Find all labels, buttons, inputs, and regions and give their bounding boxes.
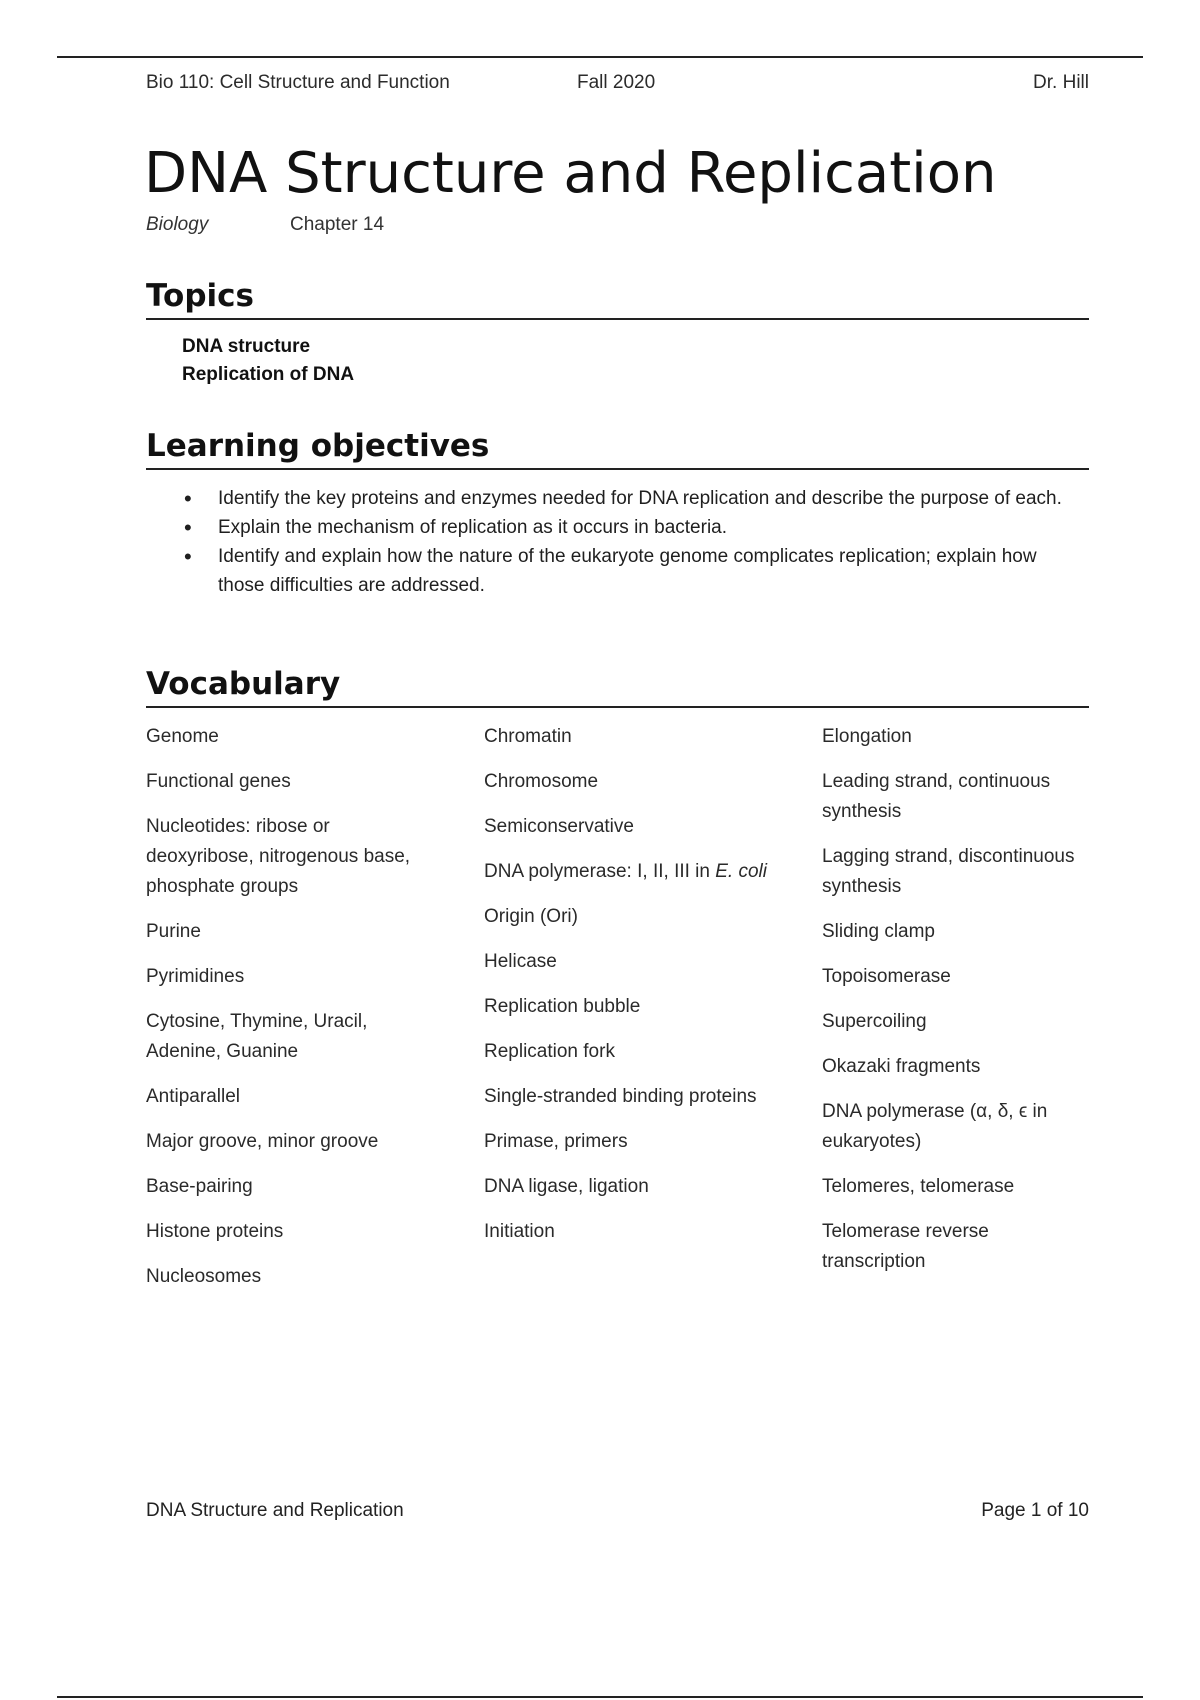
vocab-term: Okazaki fragments	[822, 1056, 981, 1077]
vocab-term: Pyrimidines	[146, 966, 245, 987]
objective-text: Explain the mechanism of replication as it occurs in bacteria.	[218, 517, 728, 538]
vocab-term: DNA polymerase (α, δ, ϵ in eukaryotes)	[822, 1101, 1048, 1152]
header-term: Fall 2020	[577, 72, 656, 93]
vocab-term: Chromosome	[484, 771, 599, 792]
vocab-term: Helicase	[484, 951, 557, 972]
vocab-term: Base-pairing	[146, 1176, 253, 1197]
vocab-term: Nucleosomes	[146, 1266, 262, 1287]
bullet-icon: •	[184, 486, 192, 511]
vocab-term: Lagging strand, discontinuous synthesis	[822, 846, 1075, 897]
vocab-term: Sliding clamp	[822, 921, 935, 942]
header-course: Bio 110: Cell Structure and Function	[146, 72, 450, 93]
top-rule	[57, 56, 1143, 58]
vocab-term	[484, 857, 774, 887]
objective-item	[182, 513, 1082, 542]
objective-item	[182, 542, 1082, 600]
learning-objectives-heading: Learning objectives	[146, 426, 1089, 470]
objective-item	[182, 484, 1082, 513]
bullet-icon: •	[184, 544, 192, 569]
vocab-term: Histone proteins	[146, 1221, 284, 1242]
bullet-icon: •	[184, 515, 192, 540]
header-instructor: Dr. Hill	[1033, 72, 1089, 93]
vocabulary-column-2	[484, 722, 774, 1262]
vocab-term: Initiation	[484, 1221, 555, 1242]
subtitle-subject: Biology	[146, 214, 209, 235]
vocab-term: Leading strand, continuous synthesis	[822, 771, 1051, 822]
page-header	[146, 72, 1089, 102]
vocab-term: Nucleotides: ribose or deoxyribose, nitrogenous base, phosphate groups	[146, 816, 411, 897]
vocabulary-column-3	[822, 722, 1092, 1292]
vocab-term: Major groove, minor groove	[146, 1131, 379, 1152]
footer-title: DNA Structure and Replication	[146, 1500, 404, 1521]
vocab-term: Telomeres, telomerase	[822, 1176, 1015, 1197]
vocab-term: Antiparallel	[146, 1086, 240, 1107]
vocab-term: Semiconservative	[484, 816, 634, 837]
objective-text: Identify and explain how the nature of the eukaryote genome complicates replication; explain how those difficulties are addressed.	[218, 546, 1037, 596]
topics-heading: Topics	[146, 276, 1089, 320]
vocab-term: DNA ligase, ligation	[484, 1176, 649, 1197]
topic-item: DNA structure	[182, 336, 311, 357]
vocab-term: Cytosine, Thymine, Uracil, Adenine, Guanine	[146, 1011, 368, 1062]
vocab-term: Telomerase reverse transcription	[822, 1221, 989, 1272]
vocab-term: Genome	[146, 726, 219, 747]
vocab-term: Single-stranded binding proteins	[484, 1086, 757, 1107]
vocab-term: Replication fork	[484, 1041, 615, 1062]
vocab-term: Purine	[146, 921, 201, 942]
vocab-term: Supercoiling	[822, 1011, 927, 1032]
vocab-term: Functional genes	[146, 771, 291, 792]
vocabulary-heading: Vocabulary	[146, 664, 1089, 708]
document-title: DNA Structure and Replication	[144, 141, 997, 206]
vocab-term: Topoisomerase	[822, 966, 951, 987]
vocab-term: Chromatin	[484, 726, 572, 747]
topic-item: Replication of DNA	[182, 364, 355, 385]
objective-text: Identify the key proteins and enzymes needed for DNA replication and describe the purpose of each.	[218, 488, 1062, 509]
subtitle-chapter: Chapter 14	[290, 214, 385, 235]
vocabulary-column-1	[146, 722, 436, 1307]
vocab-term-organism: E. coli	[715, 861, 767, 882]
page-number: Page 1 of 10	[981, 1500, 1089, 1521]
topics-list	[182, 333, 354, 389]
vocab-term: Primase, primers	[484, 1131, 628, 1152]
bottom-rule	[57, 1696, 1143, 1698]
vocab-term-text: DNA polymerase: I, II, III in	[484, 861, 710, 882]
vocab-term: Replication bubble	[484, 996, 641, 1017]
learning-objectives-list	[182, 484, 1082, 600]
vocab-term: Origin (Ori)	[484, 906, 578, 927]
vocab-term: Elongation	[822, 726, 912, 747]
